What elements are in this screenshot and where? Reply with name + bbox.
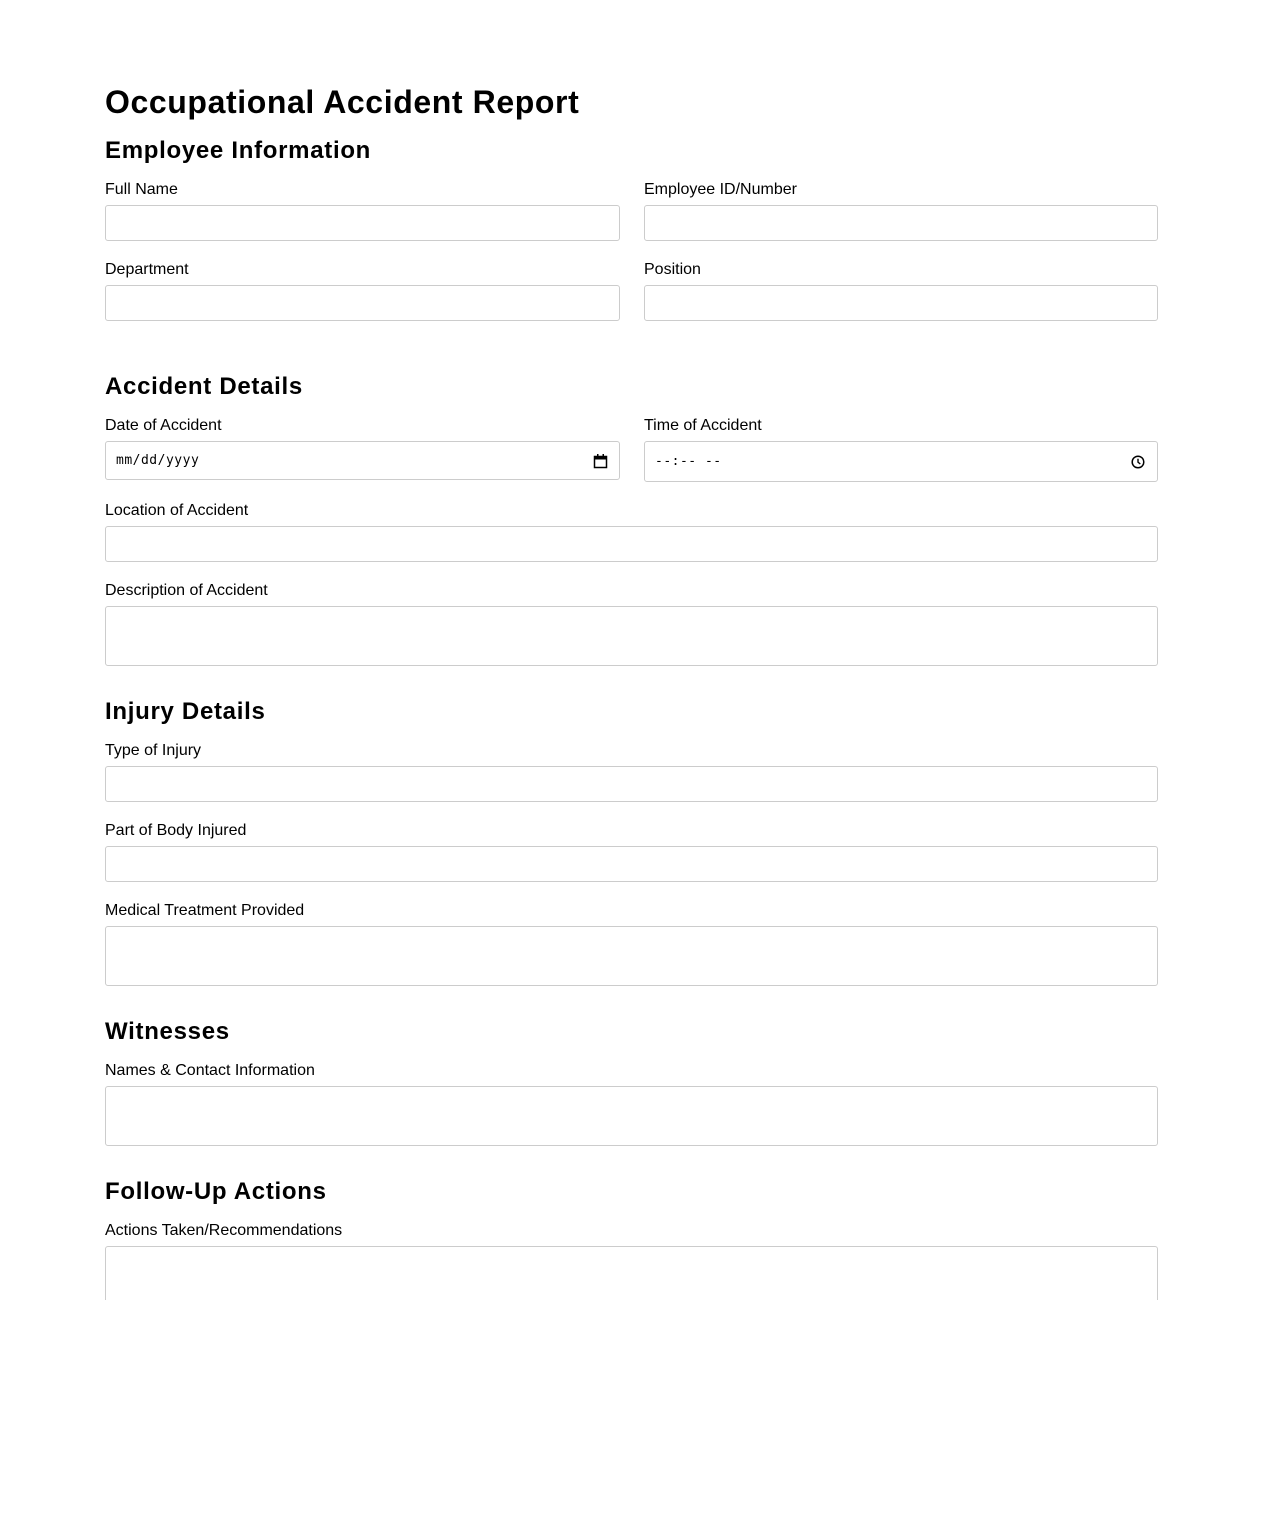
treatment-textarea[interactable] [105, 926, 1158, 986]
date-label: Date of Accident [105, 417, 222, 434]
time-label: Time of Accident [644, 417, 762, 434]
department-input[interactable] [105, 285, 620, 321]
body-part-label: Part of Body Injured [105, 822, 247, 839]
description-label: Description of Accident [105, 582, 268, 599]
injury-type-input[interactable] [105, 766, 1158, 802]
injury-type-label: Type of Injury [105, 742, 202, 759]
time-placeholder: --:-- -- [655, 454, 722, 469]
body-part-input[interactable] [105, 846, 1158, 882]
location-input[interactable] [105, 526, 1158, 562]
section-heading-injury: Injury Details [105, 698, 266, 725]
full-name-input[interactable] [105, 205, 620, 241]
section-heading-accident: Accident Details [105, 373, 303, 400]
employee-id-label: Employee ID/Number [644, 181, 797, 198]
position-input[interactable] [644, 285, 1158, 321]
time-input[interactable] [644, 441, 1158, 482]
actions-textarea[interactable] [105, 1246, 1158, 1300]
witness-contact-textarea[interactable] [105, 1086, 1158, 1146]
page-title: Occupational Accident Report [105, 84, 580, 120]
description-textarea[interactable] [105, 606, 1158, 666]
department-label: Department [105, 261, 189, 278]
date-input[interactable] [105, 441, 620, 480]
clock-icon[interactable] [1131, 455, 1145, 469]
section-heading-follow-up: Follow-Up Actions [105, 1178, 327, 1205]
date-placeholder: mm/dd/yyyy [116, 453, 200, 468]
full-name-label: Full Name [105, 181, 178, 198]
treatment-label: Medical Treatment Provided [105, 902, 305, 919]
section-heading-witnesses: Witnesses [105, 1018, 230, 1045]
witness-contact-label: Names & Contact Information [105, 1062, 315, 1079]
section-heading-employee: Employee Information [105, 137, 372, 164]
location-label: Location of Accident [105, 502, 249, 519]
position-label: Position [644, 261, 701, 278]
employee-id-input[interactable] [644, 205, 1158, 241]
actions-label: Actions Taken/Recommendations [105, 1222, 343, 1239]
calendar-icon[interactable] [593, 453, 608, 469]
